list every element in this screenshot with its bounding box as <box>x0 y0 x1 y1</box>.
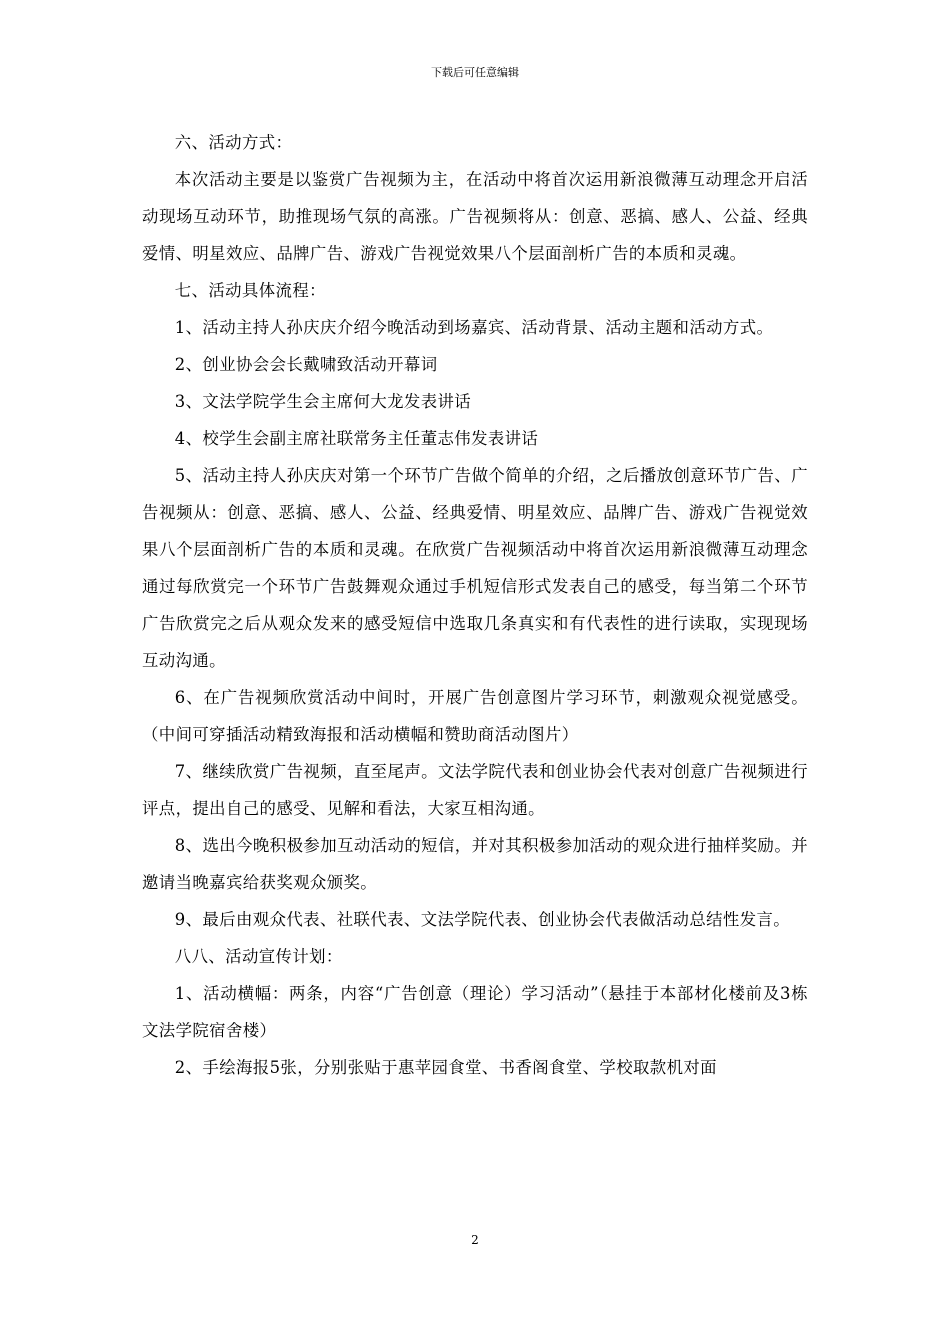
publicity-item-1: 1、活动横幅：两条，内容“广告创意（理论）学习活动”（悬挂于本部材化楼前及3栋文法学院宿舍楼） <box>142 984 808 1040</box>
flow-item-3: 3、文法学院学生会主席何大龙发表讲话 <box>174 392 472 411</box>
page-header: 下载后可任意编辑 <box>431 66 519 79</box>
flow-item-8: 8、选出今晚积极参加互动活动的短信，并对其积极参加活动的观众进行抽样奖励。并邀请当晚嘉宾给获奖观众颁奖。 <box>142 836 808 892</box>
section-heading-activity-method: 六、活动方式： <box>174 133 293 152</box>
paragraph-activity-method: 本次活动主要是以鉴赏广告视频为主，在活动中将首次运用新浪微薄互动理念开启活动现场互动环节，助推现场气氛的高涨。广告视频将从：创意、恶搞、感人、公益、经典爱情、明星效应、品牌广告、游戏广告视觉效果八个层面剖析广告的本质和灵魂。 <box>142 170 808 263</box>
document-body <box>142 124 808 1086</box>
section-heading-publicity-plan: 八八、活动宣传计划： <box>174 947 343 966</box>
flow-item-2: 2、创业协会会长戴啸致活动开幕词 <box>174 355 438 374</box>
section-heading-activity-flow: 七、活动具体流程： <box>174 281 326 300</box>
flow-item-7: 7、继续欣赏广告视频，直至尾声。文法学院代表和创业协会代表对创意广告视频进行评点，提出自己的感受、见解和看法，大家互相沟通。 <box>142 762 808 818</box>
page-number: 2 <box>471 1233 479 1247</box>
flow-item-5: 5、活动主持人孙庆庆对第一个环节广告做个简单的介绍，之后播放创意环节广告、广告视频从：创意、恶搞、感人、公益、经典爱情、明星效应、品牌广告、游戏广告视觉效果八个层面剖析广告的本质和灵魂。在欣赏广告视频活动中将首次运用新浪微薄互动理念通过每欣赏完一个环节广告鼓舞观众通过手机短信形式发表自己的感受，每当第二个环节广告欣赏完之后从观众发来的感受短信中选取几条真实和有代表性的进行读取，实现现场互动沟通。 <box>142 466 808 670</box>
flow-item-9: 9、最后由观众代表、社联代表、文法学院代表、创业协会代表做活动总结性发言。 <box>174 910 791 929</box>
flow-item-4: 4、校学生会副主席社联常务主任董志伟发表讲话 <box>174 429 539 448</box>
flow-item-1: 1、活动主持人孙庆庆介绍今晚活动到场嘉宾、活动背景、活动主题和活动方式。 <box>174 318 774 337</box>
publicity-item-2: 2、手绘海报5张，分别张贴于惠苹园食堂、书香阁食堂、学校取款机对面 <box>174 1058 717 1077</box>
flow-item-6: 6、在广告视频欣赏活动中间时，开展广告创意图片学习环节，刺激观众视觉感受。（中间可穿插活动精致海报和活动横幅和赞助商活动图片） <box>142 688 808 744</box>
